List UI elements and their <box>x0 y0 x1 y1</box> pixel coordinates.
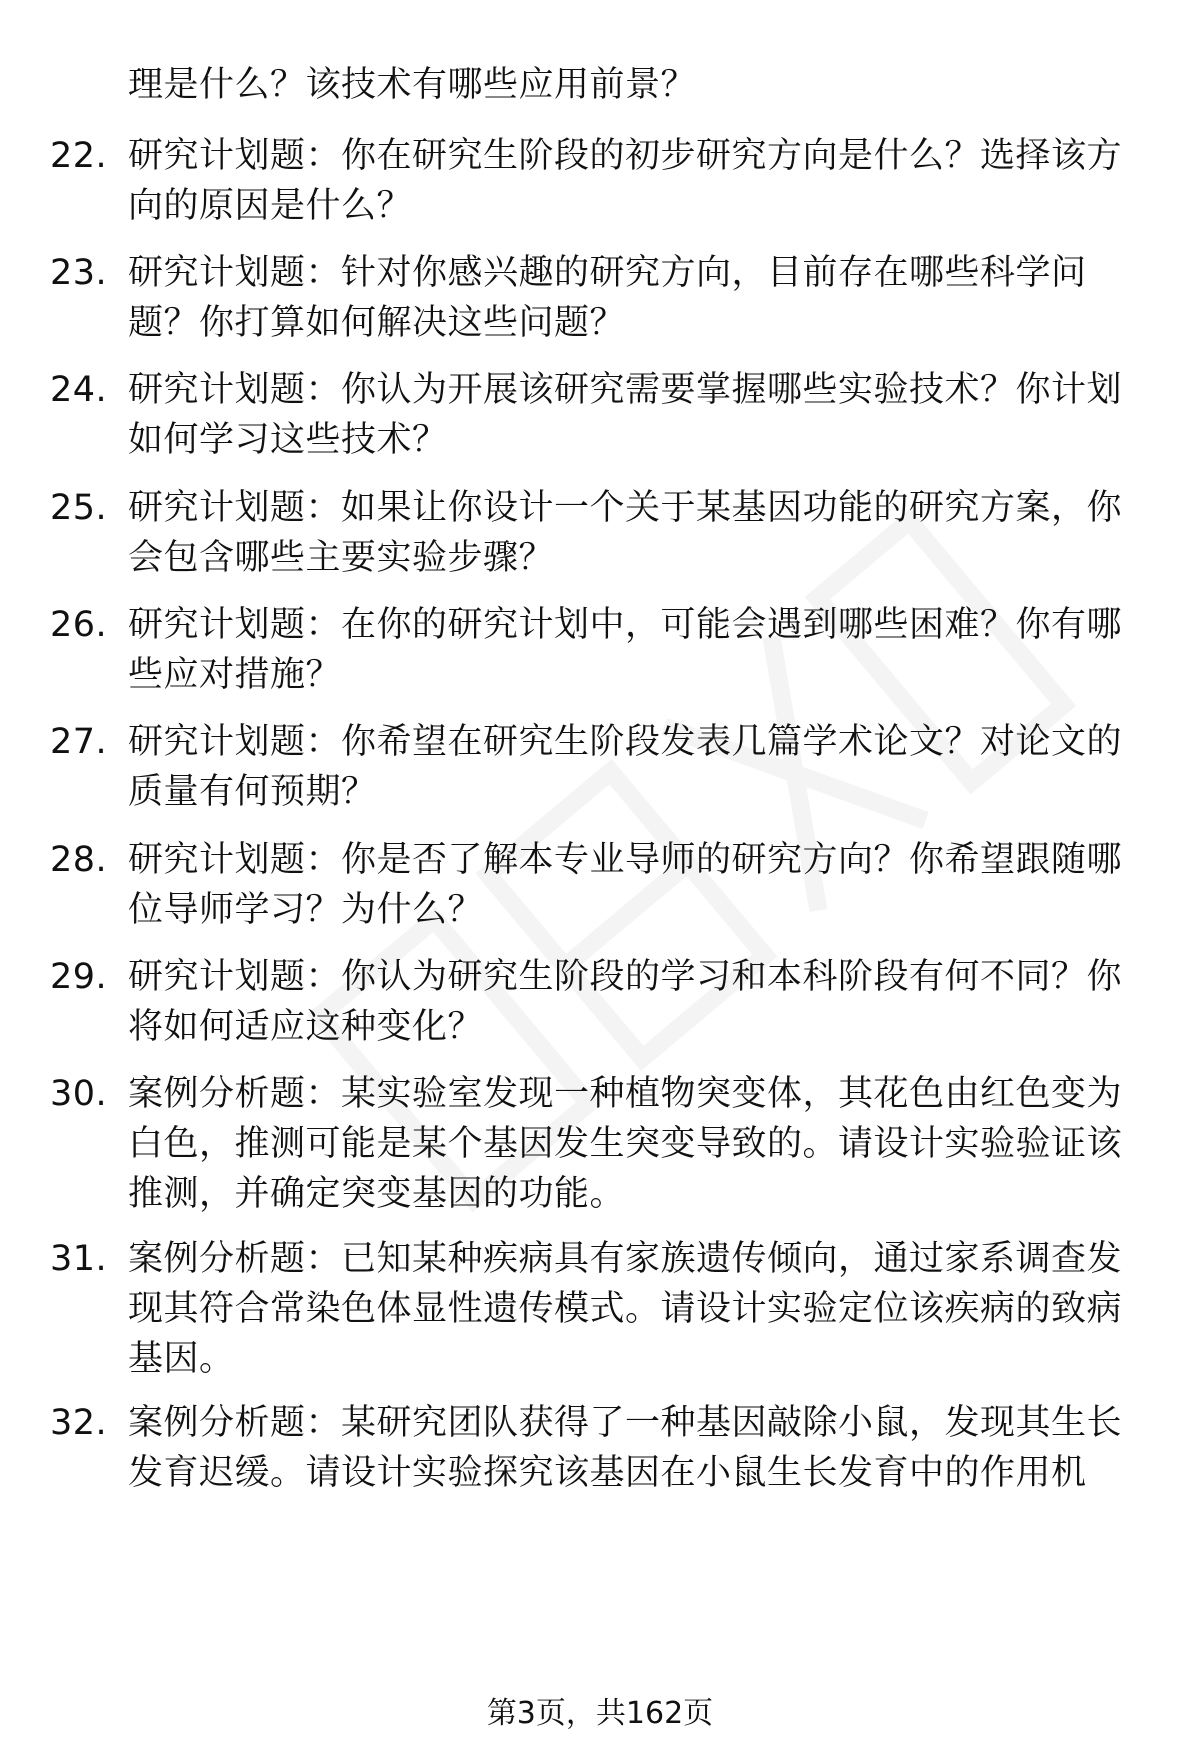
question-line: 会包含哪些主要实验步骤？ <box>128 538 555 578</box>
question-number: 26. <box>50 605 108 645</box>
question-line: 研究计划题：在你的研究计划中，可能会遇到哪些困难？你有哪 <box>128 605 1123 645</box>
question-line: 研究计划题：针对你感兴趣的研究方向，目前存在哪些科学问 <box>128 253 1087 293</box>
question-number: 32. <box>50 1403 108 1443</box>
question-line: 案例分析题：某研究团队获得了一种基因敲除小鼠，发现其生长 <box>128 1403 1123 1443</box>
question-line: 些应对措施？ <box>128 655 342 695</box>
question-text <box>128 717 1138 817</box>
question-number: 24. <box>50 370 108 410</box>
question-text <box>128 1069 1138 1219</box>
question-text <box>128 952 1138 1052</box>
continued-question-text: 理是什么？该技术有哪些应用前景？ <box>128 65 697 105</box>
question-number: 31. <box>50 1239 108 1279</box>
question-line: 现其符合常染色体显性遗传模式。请设计实验定位该疾病的致病 <box>128 1289 1123 1329</box>
question-text <box>128 131 1138 231</box>
question-line: 位导师学习？为什么？ <box>128 890 484 930</box>
question-line: 案例分析题：已知某种疾病具有家族遗传倾向，通过家系调查发 <box>128 1239 1123 1279</box>
question-number: 28. <box>50 840 108 880</box>
question-text <box>128 483 1138 583</box>
question-line: 质量有何预期？ <box>128 772 377 812</box>
question-line: 发育迟缓。请设计实验探究该基因在小鼠生长发育中的作用机 <box>128 1453 1087 1493</box>
question-number: 30. <box>50 1074 108 1114</box>
question-text <box>128 600 1138 700</box>
question-number: 25. <box>50 488 108 528</box>
question-text <box>128 248 1138 348</box>
question-line: 基因。 <box>128 1339 235 1379</box>
question-line: 案例分析题：某实验室发现一种植物突变体，其花色由红色变为 <box>128 1074 1123 1114</box>
question-line: 研究计划题：如果让你设计一个关于某基因功能的研究方案，你 <box>128 488 1123 528</box>
question-number: 27. <box>50 722 108 762</box>
question-line: 白色，推测可能是某个基因发生突变导致的。请设计实验验证该 <box>128 1124 1123 1164</box>
question-line: 向的原因是什么？ <box>128 186 413 226</box>
page-number-footer: 第3页，共162页 <box>486 1696 714 1731</box>
question-text <box>128 835 1138 935</box>
question-line: 研究计划题：你认为开展该研究需要掌握哪些实验技术？你计划 <box>128 370 1123 410</box>
question-line: 题？你打算如何解决这些问题？ <box>128 303 626 343</box>
question-number: 22. <box>50 136 108 176</box>
question-line: 将如何适应这种变化？ <box>128 1007 484 1047</box>
question-text <box>128 1234 1138 1384</box>
question-line: 如何学习这些技术？ <box>128 420 448 460</box>
question-number: 23. <box>50 253 108 293</box>
question-text <box>128 1398 1138 1498</box>
question-line: 推测，并确定突变基因的功能。 <box>128 1174 626 1214</box>
question-line: 研究计划题：你在研究生阶段的初步研究方向是什么？选择该方 <box>128 136 1123 176</box>
question-line: 研究计划题：你希望在研究生阶段发表几篇学术论文？对论文的 <box>128 722 1123 762</box>
question-line: 研究计划题：你认为研究生阶段的学习和本科阶段有何不同？你 <box>128 957 1123 997</box>
question-line: 研究计划题：你是否了解本专业导师的研究方向？你希望跟随哪 <box>128 840 1123 880</box>
question-number: 29. <box>50 957 108 997</box>
question-text <box>128 365 1138 465</box>
